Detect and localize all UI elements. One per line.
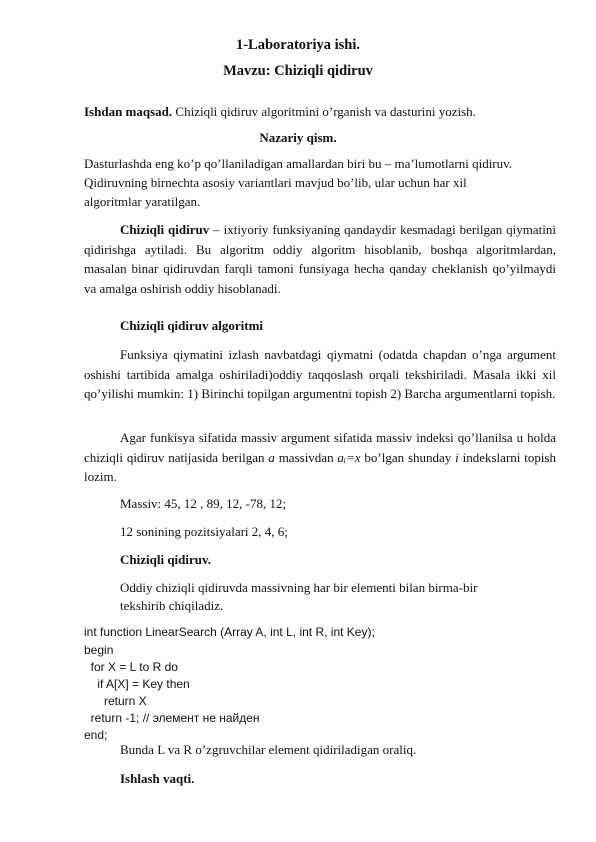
example-positions: 12 sonining pozitsiyalari 2, 4, 6; xyxy=(120,524,288,539)
definition-paragraph xyxy=(84,220,556,298)
definition-text: – ixtiyoriy funksiyaning qandaydir kesmadagi berilgan qiymatini qidirishga aytiladi. Bu algoritm oddiy algoritm hisoblanib, boshqa algoritmlardan, masalan binar qidiruvdan farqli tamoni funsiyaga hecha qanday cheklanish qo’yilmaydi va amalga oshirish oddiy hisoblanadi. xyxy=(84,222,557,296)
goal-line xyxy=(84,104,476,120)
example-array: Massiv: 45, 12 , 89, 12, -78, 12; xyxy=(120,496,287,511)
theory-heading: Nazariy qism. xyxy=(259,130,337,145)
intro-line-2: Qidiruvning birnechta asosiy variantlari mavjud bo’lib, ular uchun har xil xyxy=(84,175,467,190)
array-paragraph xyxy=(84,428,556,487)
goal-label: Ishdan maqsad. xyxy=(84,104,173,119)
variable-a: a xyxy=(268,449,275,465)
variable-i: i xyxy=(455,449,459,465)
code-line-4: if A[X] = Key then xyxy=(84,677,190,691)
array-text-2: massivdan xyxy=(274,449,338,465)
array-text-4: indekslarni topish lozim. xyxy=(84,449,556,484)
topic-title: Mavzu: Chiziqli qidiruv xyxy=(223,63,373,79)
document-title: 1-Laboratoriya ishi. xyxy=(235,37,361,53)
timing-heading: Ishlash vaqti. xyxy=(120,771,195,786)
search-text-line-1: Oddiy chiziqli qidiruvda massivning har bir elementi bilan birma-bir xyxy=(120,580,478,595)
code-line-2: begin xyxy=(84,643,114,657)
array-text-3: bo’lgan shunday xyxy=(360,449,456,465)
code-line-1: int function LinearSearch (Array A, int L, int R, int Key); xyxy=(84,625,375,639)
algorithm-paragraph: Funksiya qiymatini izlash navbatdagi qiymatni (odatda chapdan o’nga argument oshishi tartibida amalga oshiriladi)oddiy taqqoslash orqali tekshiriladi. Masala ikki xil qo’yilishi mumkin: 1) Birinchi topilgan argumentni topish 2) Barcha argumentlarni topish. xyxy=(84,347,556,401)
intro-line-3: algoritmlar yaratilgan. xyxy=(84,194,201,209)
goal-text: Chiziqli qidiruv algoritmini o’rganish va dasturini yozish. xyxy=(172,104,476,119)
code-line-3: for X = L to R do xyxy=(84,660,178,674)
definition-term: Chiziqli qidiruv xyxy=(120,222,210,237)
formula: aᵢ=x xyxy=(337,449,361,465)
algorithm-heading: Chiziqli qidiruv algoritmi xyxy=(120,318,264,333)
code-line-5: return X xyxy=(84,694,147,708)
range-note: Bunda L va R o’zgruvchilar element qidiriladigan oraliq. xyxy=(120,742,417,757)
search-text-line-2: tekshirib chiqiladiz. xyxy=(120,598,224,613)
intro-line-1: Dasturlashda eng ko’p qo’llaniladigan amallardan biri bu – ma’lumotlarni qidiruv. xyxy=(84,156,513,171)
search-heading: Chiziqli qidiruv. xyxy=(120,552,212,567)
array-text-1: Agar funkisya sifatida massiv argument sifatida massiv indeksi qo’llanilsa u holda chiziqli qidiruv natijasida berilgan xyxy=(84,430,556,465)
code-line-6: return -1; // элемент не найден xyxy=(84,711,260,725)
code-line-7: end; xyxy=(84,728,108,742)
